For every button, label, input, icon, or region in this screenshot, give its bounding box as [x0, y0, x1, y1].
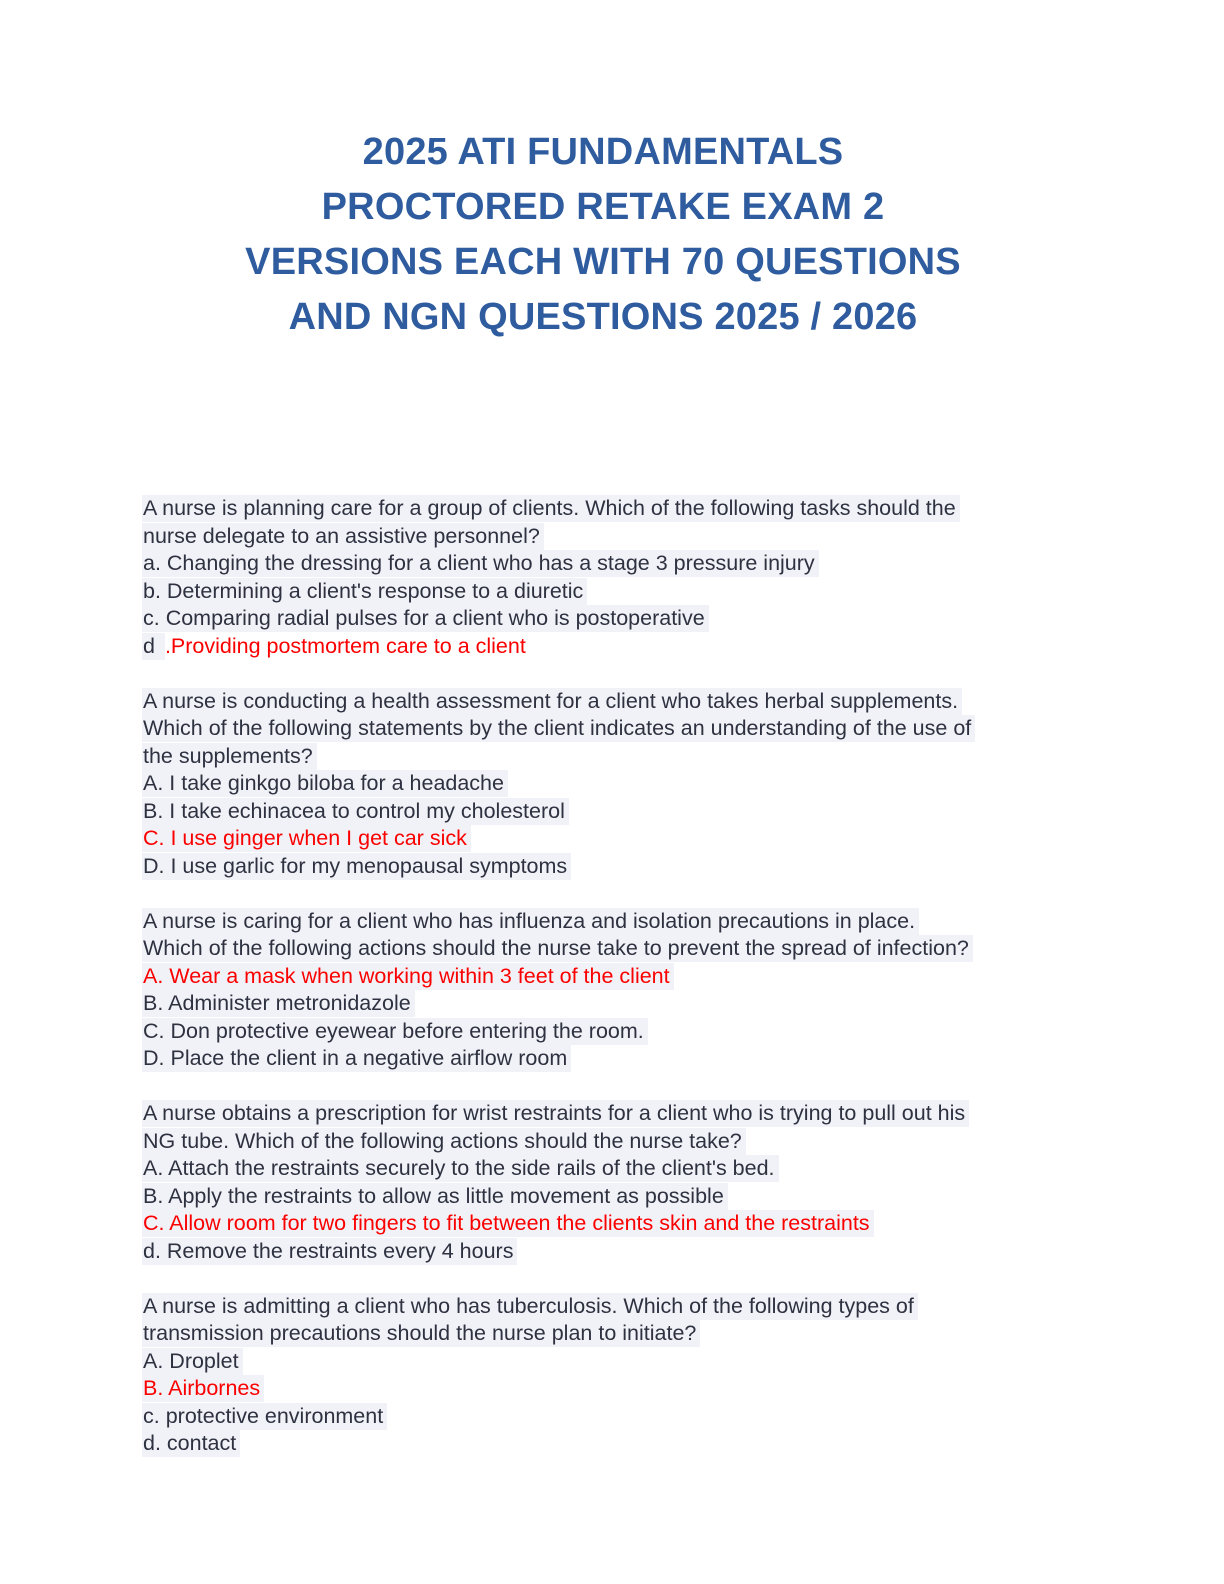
option-text: c. Comparing radial pulses for a client who is postoperative — [142, 605, 709, 632]
option-text: A. Droplet — [142, 1348, 243, 1375]
option-text: D. I use garlic for my menopausal symptoms — [142, 853, 571, 880]
answer-option — [143, 1045, 1183, 1073]
question-stem-line — [143, 688, 1183, 716]
title-line: 2025 ATI FUNDAMENTALS — [362, 131, 844, 173]
stem-text: A nurse is planning care for a group of clients. Which of the following tasks should the — [142, 495, 960, 522]
question-block-1 — [143, 495, 1183, 660]
answer-option — [143, 605, 1183, 633]
title-line: PROCTORED RETAKE EXAM 2 — [321, 186, 885, 228]
stem-text: Which of the following statements by the client indicates an understanding of the use of — [142, 715, 975, 742]
question-list — [143, 495, 1183, 1458]
document-title — [128, 125, 1078, 345]
stem-text: A nurse is conducting a health assessment for a client who takes herbal supplements. — [142, 688, 962, 715]
answer-option — [143, 1403, 1183, 1431]
correct-answer-text: A. Wear a mask when working within 3 feet of the client — [142, 963, 674, 990]
answer-option — [143, 550, 1183, 578]
stem-text: A nurse is caring for a client who has influenza and isolation precautions in place. — [142, 908, 919, 935]
answer-option — [143, 578, 1183, 606]
stem-text: A nurse obtains a prescription for wrist restraints for a client who is trying to pull out his — [142, 1100, 969, 1127]
correct-answer-text: B. Airbornes — [142, 1375, 264, 1402]
answer-option — [143, 1018, 1183, 1046]
option-text: B. I take echinacea to control my cholesterol — [142, 798, 569, 825]
option-text: B. Apply the restraints to allow as little movement as possible — [142, 1183, 728, 1210]
answer-option — [143, 1430, 1183, 1458]
title-line: AND NGN QUESTIONS 2025 / 2026 — [288, 296, 918, 338]
correct-answer-text: C. Allow room for two fingers to fit between the clients skin and the restraints — [142, 1210, 874, 1237]
answer-option — [143, 770, 1183, 798]
stem-text: transmission precautions should the nurse plan to initiate? — [142, 1320, 700, 1347]
option-text: D. Place the client in a negative airflow room — [142, 1045, 571, 1072]
answer-option — [143, 1238, 1183, 1266]
option-prefix: d — [142, 633, 165, 660]
answer-option — [143, 1155, 1183, 1183]
option-text: A. I take ginkgo biloba for a headache — [142, 770, 508, 797]
correct-answer-text: .Providing postmortem care to a client — [164, 633, 526, 658]
question-stem-line — [143, 1100, 1183, 1128]
question-stem-line — [143, 935, 1183, 963]
option-text: c. protective environment — [142, 1403, 387, 1430]
question-stem-line — [143, 1293, 1183, 1321]
option-text: d. contact — [142, 1430, 240, 1457]
stem-text: the supplements? — [142, 743, 317, 770]
option-text: a. Changing the dressing for a client who has a stage 3 pressure injury — [142, 550, 819, 577]
question-block-3 — [143, 908, 1183, 1073]
answer-option — [143, 798, 1183, 826]
option-text: d. Remove the restraints every 4 hours — [142, 1238, 517, 1265]
question-stem-line — [143, 743, 1183, 771]
stem-text: Which of the following actions should the nurse take to prevent the spread of infection? — [142, 935, 973, 962]
correct-answer-text: C. I use ginger when I get car sick — [142, 825, 471, 852]
answer-option-correct — [143, 1210, 1183, 1238]
option-text: C. Don protective eyewear before entering the room. — [142, 1018, 648, 1045]
question-block-4 — [143, 1100, 1183, 1265]
answer-option-correct — [143, 1375, 1183, 1403]
answer-option — [143, 990, 1183, 1018]
option-text: A. Attach the restraints securely to the side rails of the client's bed. — [142, 1155, 779, 1182]
answer-option-correct — [143, 633, 1183, 661]
stem-text: NG tube. Which of the following actions should the nurse take? — [142, 1128, 746, 1155]
stem-text: nurse delegate to an assistive personnel? — [142, 523, 544, 550]
question-stem-line — [143, 908, 1183, 936]
answer-option — [143, 1348, 1183, 1376]
question-block-2 — [143, 688, 1183, 881]
question-block-5 — [143, 1293, 1183, 1458]
answer-option — [143, 853, 1183, 881]
question-stem-line — [143, 1320, 1183, 1348]
stem-text: A nurse is admitting a client who has tuberculosis. Which of the following types of — [142, 1293, 918, 1320]
question-stem-line — [143, 523, 1183, 551]
answer-option-correct — [143, 825, 1183, 853]
answer-option — [143, 1183, 1183, 1211]
question-stem-line — [143, 1128, 1183, 1156]
question-stem-line — [143, 715, 1183, 743]
answer-option-correct — [143, 963, 1183, 991]
question-stem-line — [143, 495, 1183, 523]
option-text: b. Determining a client's response to a diuretic — [142, 578, 587, 605]
title-line: VERSIONS EACH WITH 70 QUESTIONS — [245, 241, 961, 283]
option-text: B. Administer metronidazole — [142, 990, 415, 1017]
